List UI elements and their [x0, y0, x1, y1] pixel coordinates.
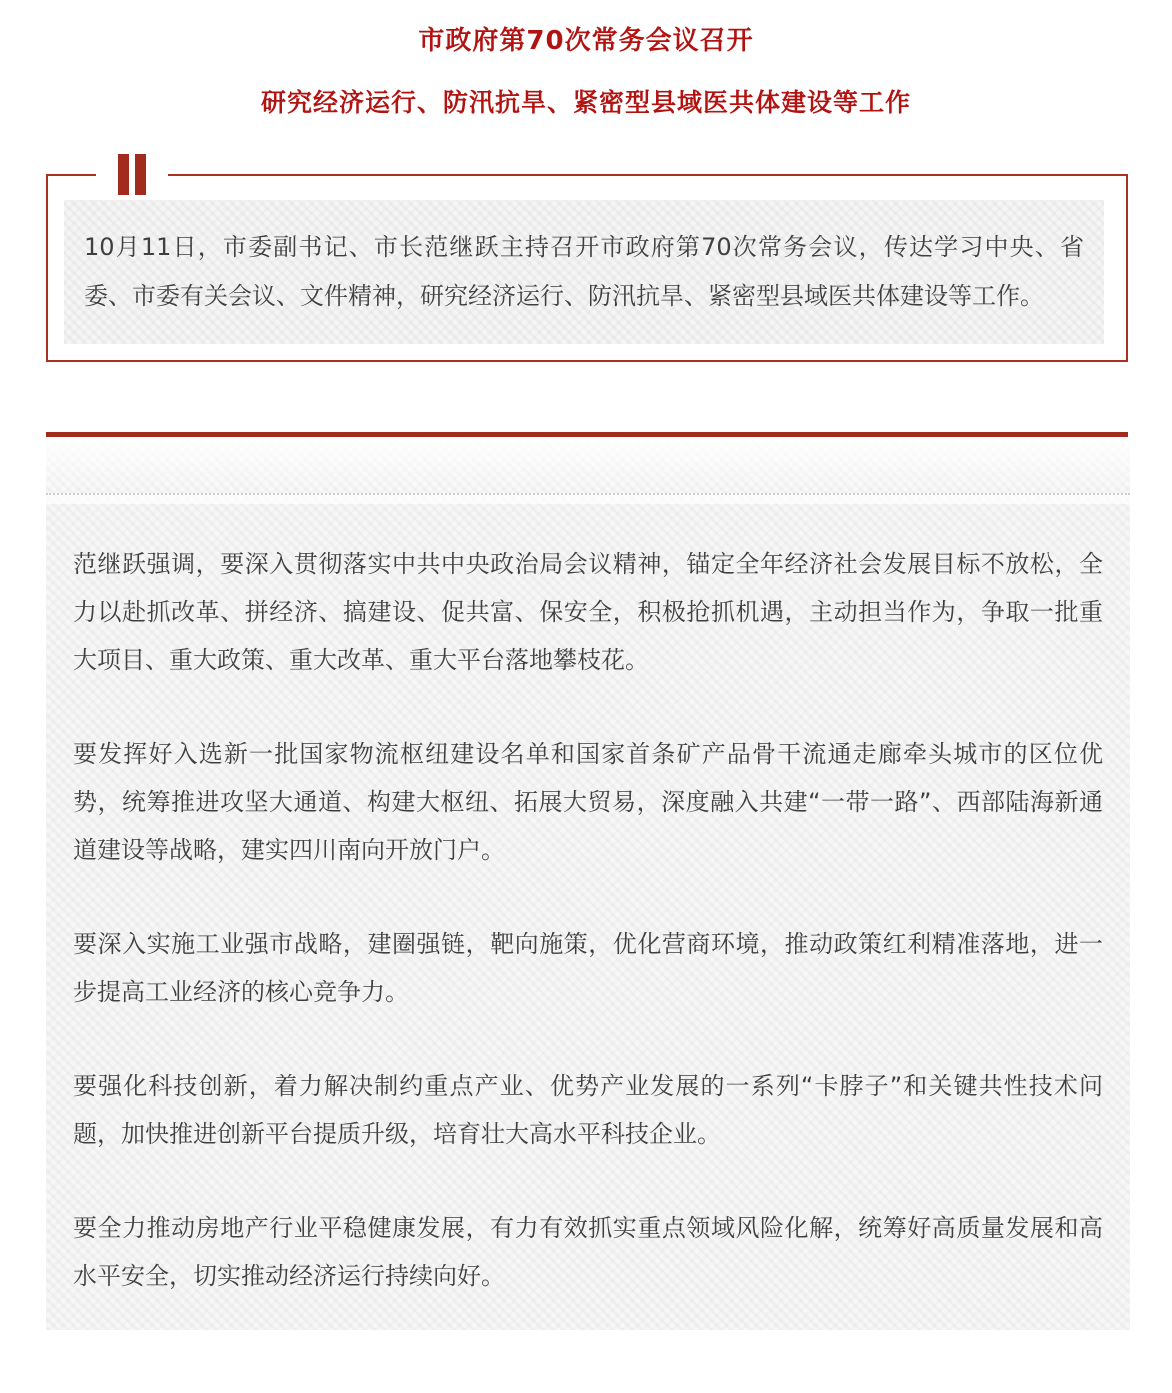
page-title: 市政府第70次常务会议召开	[418, 26, 754, 56]
body-paragraph: 要强化科技创新，着力解决制约重点产业、优势产业发展的一系列“卡脖子”和关键共性技术问题，加快推进创新平台提质升级，培育壮大高水平科技企业。	[73, 1072, 1103, 1148]
decorative-gradient-strip	[46, 437, 1130, 495]
body-paragraph: 要深入实施工业强市战略，建圈强链，靶向施策，优化营商环境，推动政策红利精准落地，进一步提高工业经济的核心竞争力。	[73, 930, 1103, 1006]
intro-text: 10月11日，市委副书记、市长范继跃主持召开市政府第70次常务会议，传达学习中央、省委、市委有关会议、文件精神，研究经济运行、防汛抗旱、紧密型县域医共体建设等工作。	[84, 233, 1084, 310]
decorative-strip-gap	[46, 495, 1130, 504]
article-body	[46, 437, 1130, 1330]
body-content	[46, 504, 1130, 1330]
quote-bars-icon	[96, 154, 168, 198]
page-subtitle: 研究经济运行、防汛抗旱、紧密型县域医共体建设等工作	[260, 88, 911, 117]
quote-bar-right	[135, 154, 146, 195]
body-paragraph: 要发挥好入选新一批国家物流枢纽建设名单和国家首条矿产品骨干流通走廊牵头城市的区位优势，统筹推进攻坚大通道、构建大枢纽、拓展大贸易，深度融入共建“一带一路”、西部陆海新通道建设等战略，建实四川南向开放门户。	[73, 740, 1103, 864]
intro-panel	[64, 200, 1104, 344]
body-paragraph: 要全力推动房地产行业平稳健康发展，有力有效抓实重点领域风险化解，统筹好高质量发展和高水平安全，切实推动经济运行持续向好。	[73, 1214, 1103, 1290]
body-paragraph: 范继跃强调，要深入贯彻落实中共中央政治局会议精神，锚定全年经济社会发展目标不放松，全力以赴抓改革、拼经济、搞建设、促共富、保安全，积极抢抓机遇，主动担当作为，争取一批重大项目、重大政策、重大改革、重大平台落地攀枝花。	[73, 550, 1103, 674]
intro-quote-box	[46, 174, 1128, 362]
quote-bar-left	[118, 154, 129, 195]
